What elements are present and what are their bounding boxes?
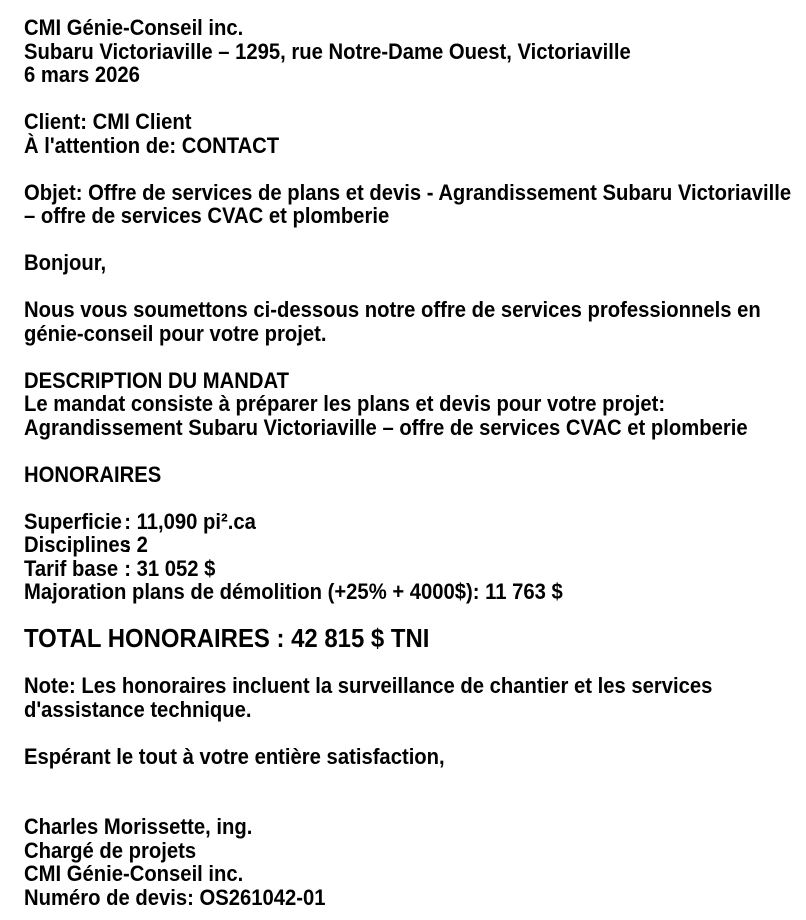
letter-date: 6 mars 2026: [24, 62, 140, 87]
total-fees-line: TOTAL HONORAIRES : 42 815 $ TNI: [24, 623, 430, 653]
blank-line: [24, 792, 806, 816]
intro-line-1: Nous vous soumettons ci-dessous notre offre de services professionnels en: [24, 297, 761, 322]
blank-line: [24, 651, 806, 675]
signature-title: Chargé de projets: [24, 837, 197, 863]
mandate-line-2: Agrandissement Subaru Victoriaville – offre de services CVAC et plomberie: [24, 414, 748, 440]
intro-line-2: génie-conseil pour votre projet.: [24, 320, 327, 346]
greeting: Bonjour,: [24, 250, 107, 275]
signature-name: Charles Morissette, ing.: [24, 814, 253, 839]
subject-line-1: Objet: Offre de services de plans et devis - Agrandissement Subaru Victoriaville: [24, 179, 792, 205]
fee-value: : 31 052 $: [124, 555, 216, 581]
blank-line: [24, 721, 806, 745]
subject-line-2: – offre de services CVAC et plomberie: [24, 203, 390, 228]
blank-line: [24, 87, 806, 111]
client-line: Client: CMI Client: [24, 109, 192, 134]
fee-row-tarif-base: [24, 557, 743, 581]
note-line-2: d'assistance technique.: [24, 696, 252, 722]
fee-label: Disciplines: [24, 532, 131, 557]
blank-line: [24, 228, 806, 252]
fees-heading: HONORAIRES: [24, 461, 162, 487]
fee-row-disciplines: [24, 533, 743, 557]
fee-label: Superficie: [24, 508, 122, 534]
blank-line: [24, 275, 806, 299]
fee-surcharge-line: Majoration plans de démolition (+25% + 4000$): 11 763 $: [24, 579, 563, 604]
blank-line: [24, 768, 806, 792]
closing-line: Espérant le tout à votre entière satisfaction,: [24, 743, 445, 769]
fee-value: : 2: [124, 532, 148, 557]
attention-line: À l'attention de: CONTACT: [24, 132, 280, 158]
blank-line: [24, 157, 806, 181]
note-line-1: Note: Les honoraires incluent la surveillance de chantier et les services: [24, 673, 713, 698]
quote-number: Numéro de devis: OS261042-01: [24, 884, 326, 910]
mandate-heading: DESCRIPTION DU MANDAT: [24, 367, 289, 393]
signature-company: CMI Génie-Conseil inc.: [24, 861, 244, 886]
fee-row-superficie: [24, 510, 743, 534]
project-address: Subaru Victoriaville – 1295, rue Notre-Dame Ouest, Victoriaville: [24, 38, 631, 64]
fee-value: : 11,090 pi².ca: [124, 508, 256, 534]
blank-line: [24, 345, 806, 369]
mandate-line-1: Le mandat consiste à préparer les plans et devis pour votre projet:: [24, 391, 666, 416]
blank-line: [24, 439, 806, 463]
blank-line: [24, 486, 806, 510]
company-name: CMI Génie-Conseil inc.: [24, 15, 244, 40]
fee-label: Tarif base: [24, 555, 119, 581]
